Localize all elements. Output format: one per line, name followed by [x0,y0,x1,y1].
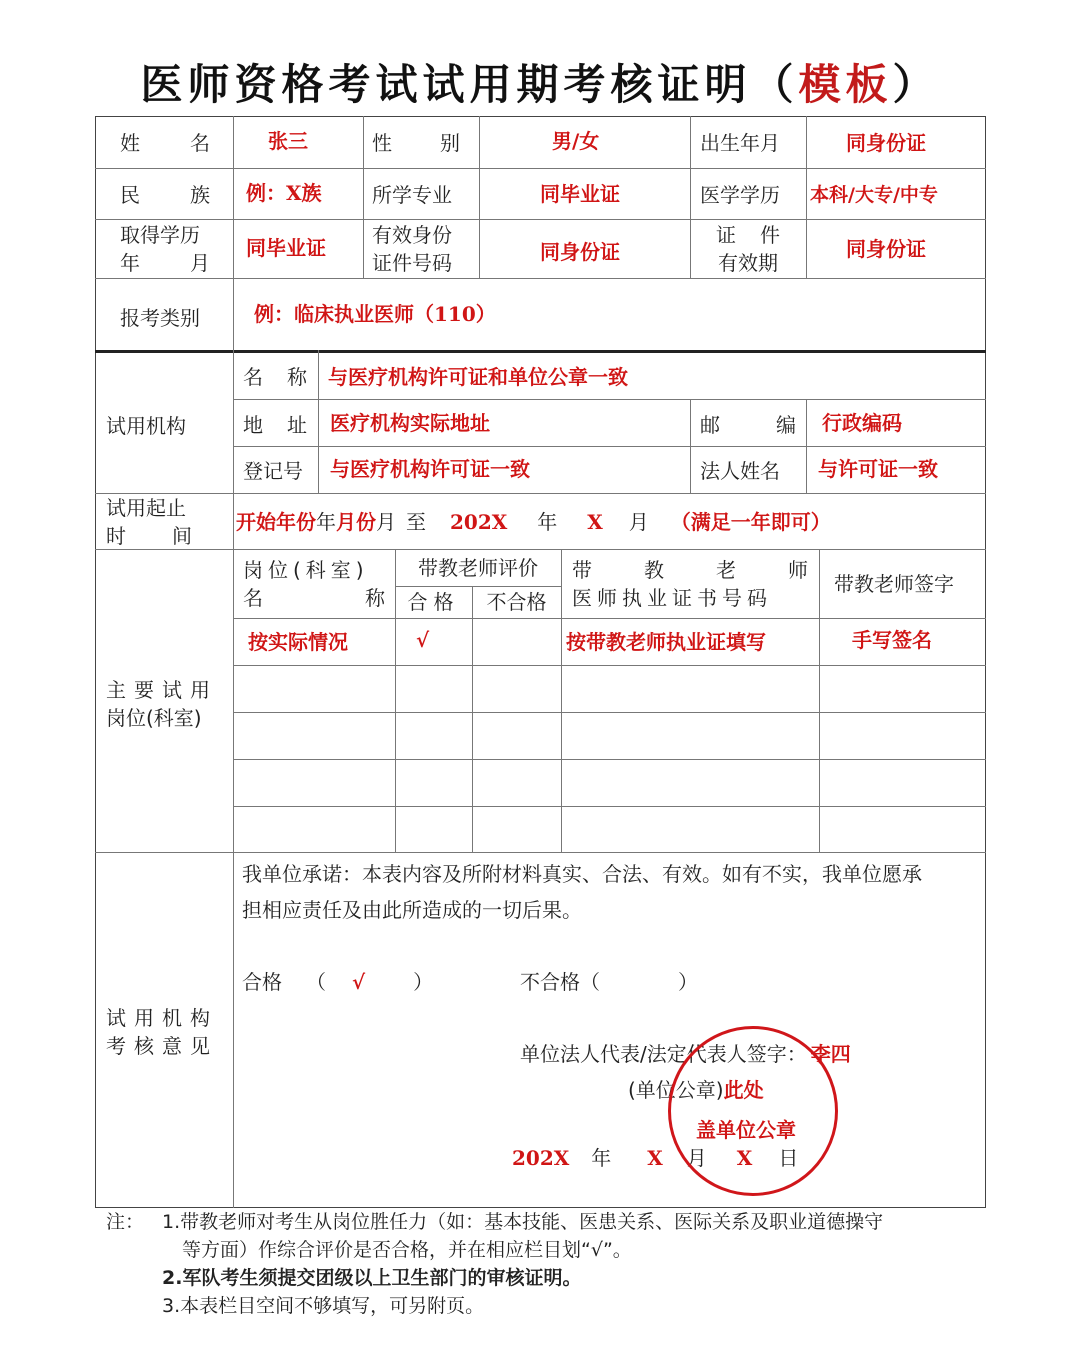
row-divider [233,759,986,760]
col-divider [806,116,807,278]
registration-label: 登记号 [243,459,303,483]
id-valid-label: 证 件 有效期 [716,223,780,275]
period-range: 开始年份 年 月份 月 至 202X 年 X 月 （满足一年即可） [236,510,831,534]
fail-header: 不合格 [486,590,547,614]
registration-value: 与医疗机构许可证一致 [330,457,530,481]
ethnic-value: 例：X族 [246,181,322,205]
post-row-post: 按实际情况 [248,630,348,654]
col-divider [363,116,364,278]
period-note: （满足一年即可） [670,510,831,534]
legal-signature-line: 单位法人代表/法定代表人签字： 李四 [520,1042,851,1066]
post-row-cert: 按带教老师执业证填写 [566,630,766,654]
major-value: 同毕业证 [540,182,620,206]
note-1-line-2: 等方面）作综合评价是否合格，并在相应栏目划“√”。 [182,1239,632,1261]
legal-person-label: 法人姓名 [700,459,780,483]
page-title: 医师资格考试试用期考核证明（模板） [140,60,940,109]
section-divider [95,350,986,353]
date-day: X [736,1146,753,1170]
col-divider [806,399,807,493]
period-end-month: X [587,510,603,534]
pass-option: 合格 （ √ ） [242,970,434,994]
row-divider [233,806,986,807]
degree-value: 本科/大专/中专 [810,184,938,206]
opinion-date: 202X 年 X 月 X 日 [512,1146,799,1170]
notes-prefix: 注： [106,1211,145,1233]
date-year: 202X [512,1146,570,1170]
promise-text-line-2: 担相应责任及由此所造成的一切后果。 [242,898,582,922]
grad-date-label: 取得学历 年 月 [120,223,210,275]
inst-name-label: 名 称 [243,365,307,389]
pass-check-mark: √ [352,970,366,994]
row-divider [95,493,986,494]
teacher-sign-header: 带教老师签字 [834,572,954,596]
inst-address-value: 医疗机构实际地址 [330,411,490,435]
birth-label: 出生年月 [700,131,780,155]
date-month: X [647,1146,663,1170]
teacher-cert-header: 带 教 老 师 医师执业证书号码 [572,558,808,610]
col-divider [479,116,480,278]
birth-value: 同身份证 [846,131,926,155]
degree-label: 医学学历 [700,183,780,207]
period-end-year: 202X [450,510,508,534]
grad-date-value: 同毕业证 [246,236,326,260]
postal-label: 邮 编 [700,413,796,437]
seal-line: (单位公章) 此处 [628,1078,764,1102]
inst-address-label: 地 址 [243,413,307,437]
legal-signature-value: 李四 [810,1042,851,1066]
col-divider [318,350,319,493]
major-label: 所学专业 [372,183,452,207]
ethnic-label: 民 族 [120,183,210,207]
institution-label: 试用机构 [106,414,186,438]
id-number-value: 同身份证 [540,240,620,264]
inst-name-value: 与医疗机构许可证和单位公章一致 [328,365,628,389]
row-divider [233,665,986,666]
category-value: 例：临床执业医师（110） [254,302,496,326]
col-divider [690,399,691,493]
pass-header: 合格 [407,590,460,614]
gender-label: 性 别 [372,131,460,155]
col-divider [233,116,234,1208]
col-divider [472,586,473,852]
promise-text-line-1: 我单位承诺：本表内容及所附材料真实、合法、有效。如有不实，我单位愿承 [242,862,922,886]
col-divider [561,549,562,852]
post-name-header: 岗位(科室) 名 称 [243,558,385,610]
row-divider [233,712,986,713]
legal-person-value: 与许可证一致 [818,457,938,481]
period-start-year: 开始年份 [236,510,316,534]
seal-placeholder-circle [668,1026,838,1196]
postal-value: 行政编码 [822,411,902,435]
note-1-line-1: 1.带教老师对考生从岗位胜任力（如：基本技能、医患关系、医际关系及职业道德操守 [162,1211,884,1233]
post-row-pass: √ [416,628,430,652]
title-highlight: 模板 [798,60,893,109]
eval-header: 带教老师评价 [418,556,538,580]
id-number-label: 有效身份 证件号码 [372,223,452,275]
posts-label: 主要试用 岗位(科室) [106,678,218,730]
note-3: 3.本表栏目空间不够填写，可另附页。 [162,1295,485,1317]
category-label: 报考类别 [120,306,200,330]
name-value: 张三 [268,129,308,153]
name-label: 姓 名 [120,131,210,155]
seal-note-line-1: 此处 [723,1078,764,1102]
post-row-sign: 手写签名 [852,628,932,652]
post-row-fail [480,618,550,662]
seal-note-line-2: 盖单位公章 [696,1118,796,1142]
gender-value: 男/女 [552,129,600,153]
id-valid-value: 同身份证 [846,237,926,261]
row-divider [95,168,986,169]
opinion-label: 试用机构 考核意见 [106,1006,218,1058]
period-label: 试用起止 时 间 [106,496,192,548]
row-divider [95,852,986,853]
note-2: 2.军队考生须提交团级以上卫生部门的审核证明。 [162,1267,582,1289]
col-divider [690,116,691,278]
period-start-month: 月份 [336,510,376,534]
fail-option: 不合格（ ） [520,970,698,994]
